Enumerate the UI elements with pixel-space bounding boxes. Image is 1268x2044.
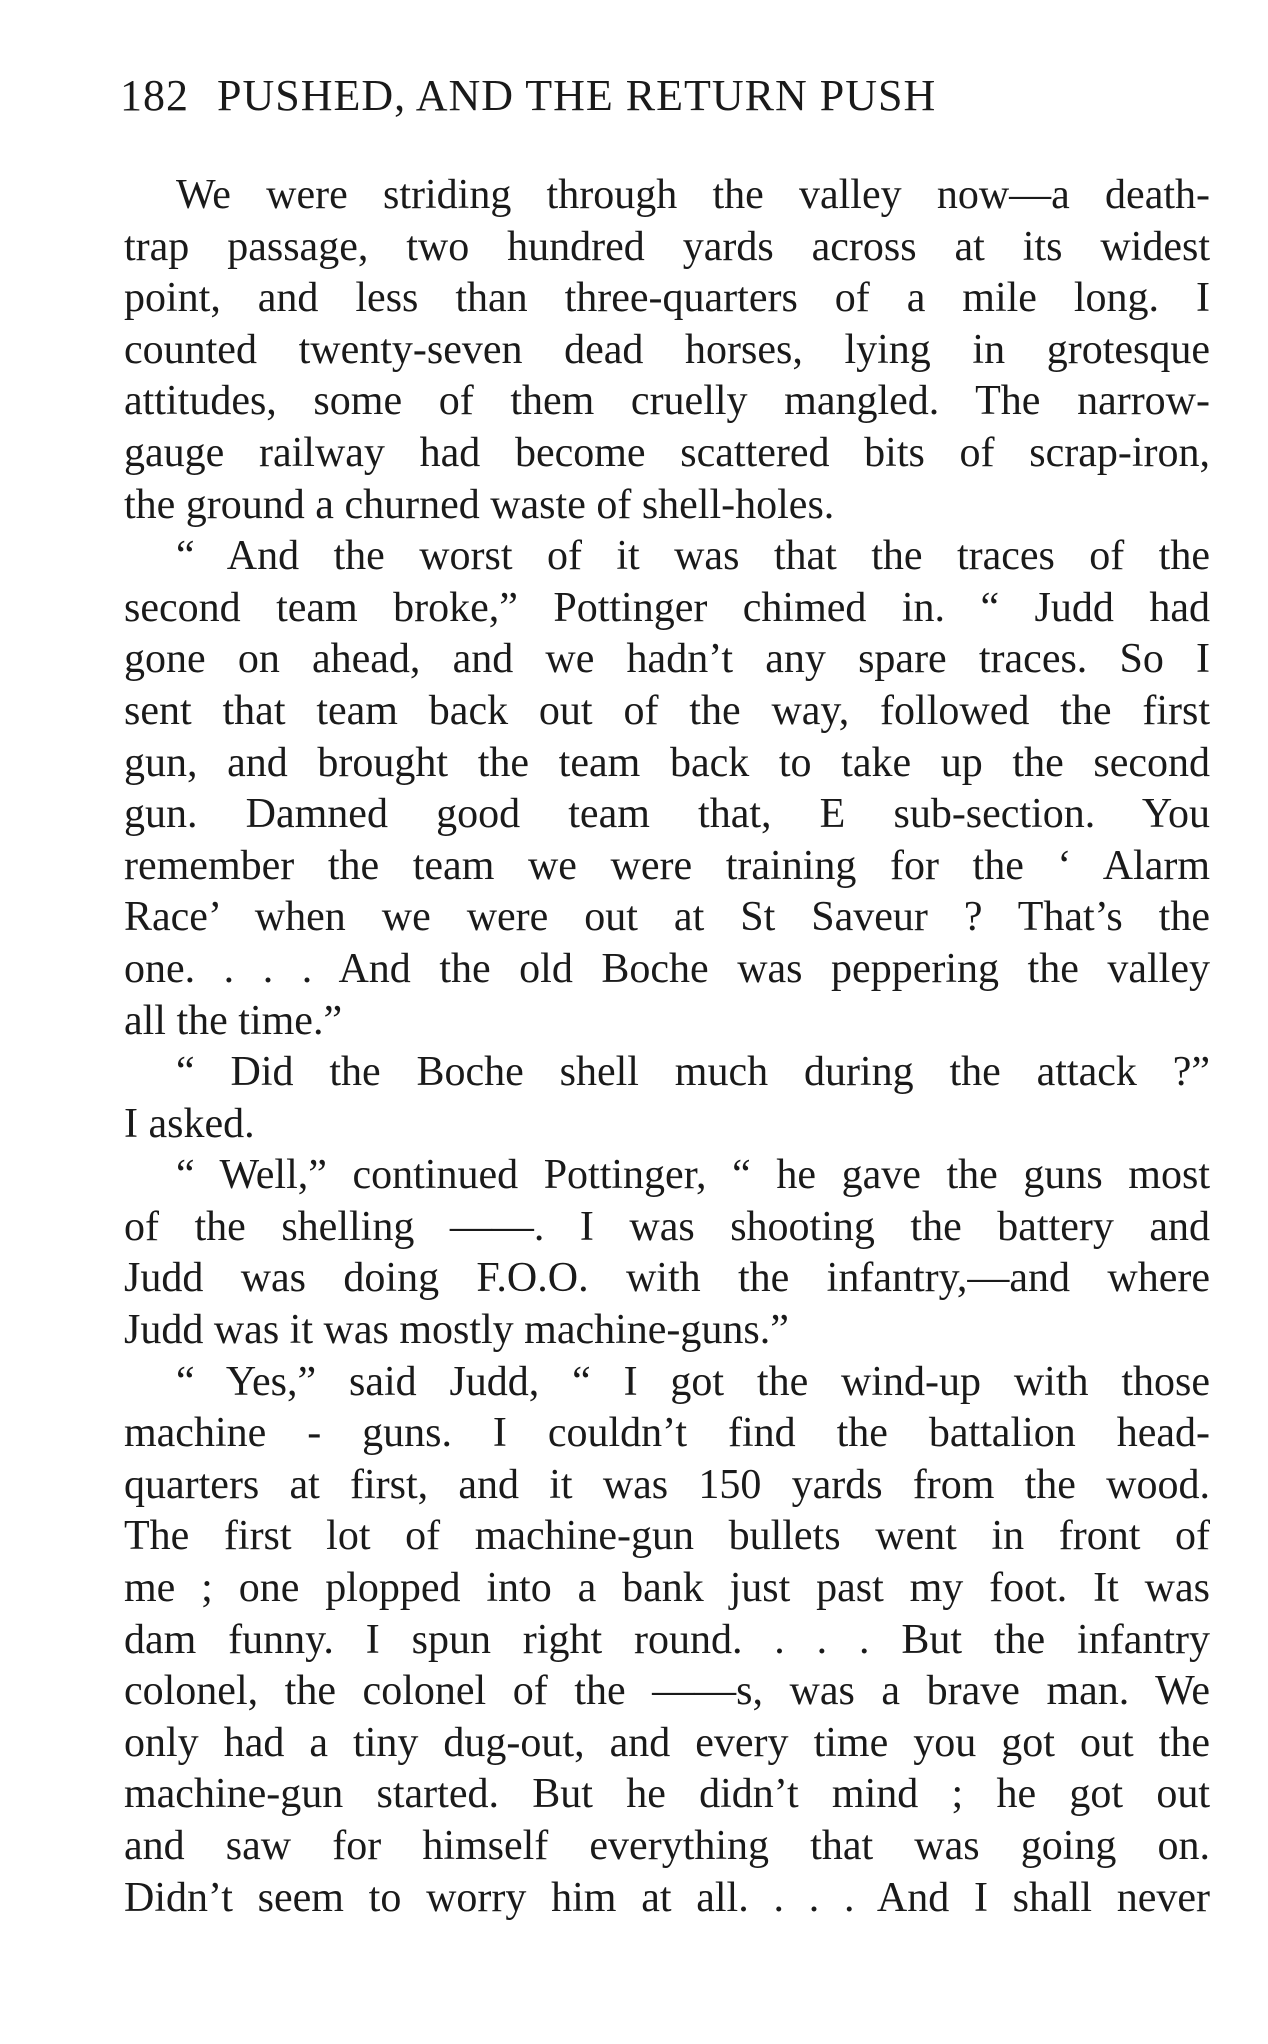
text-line: Judd was doing F.O.O. with the infantry,—and where <box>124 1255 1210 1302</box>
text-line: sent that team back out of the way, followed the first <box>124 687 1210 734</box>
text-line: all the time.” <box>124 997 343 1044</box>
paragraph <box>124 531 1210 1047</box>
text-line: Didn’t seem to worry him at all. . . . And I shall never <box>124 1874 1210 1921</box>
text-line: dam funny. I spun right round. . . . But the infantry <box>124 1616 1210 1663</box>
paragraph <box>124 1150 1210 1356</box>
text-line: gun. Damned good team that, E sub-section. You <box>124 791 1210 838</box>
text-line: only had a tiny dug-out, and every time you got out the <box>124 1719 1210 1766</box>
page-number: 182 <box>120 71 189 120</box>
text-line: quarters at first, and it was 150 yards from the wood. <box>124 1461 1210 1508</box>
text-line: and saw for himself everything that was going on. <box>124 1823 1210 1869</box>
text-line: The first lot of machine-gun bullets went in front of <box>124 1513 1210 1560</box>
text-line: gun, and brought the team back to take up the second <box>124 739 1210 786</box>
text-line: colonel, the colonel of the ——s, was a brave man. We <box>124 1668 1210 1715</box>
text-line: We were striding through the valley now—a death- <box>176 172 1210 218</box>
text-line: point, and less than three-quarters of a mile long. I <box>124 275 1210 322</box>
paragraph <box>124 1047 1210 1150</box>
text-line: attitudes, some of them cruelly mangled. The narrow- <box>124 378 1210 425</box>
running-head <box>120 70 1120 122</box>
text-line: me ; one plopped into a bank just past my foot. It was <box>124 1565 1210 1612</box>
text-line: trap passage, two hundred yards across at its widest <box>124 223 1210 270</box>
text-line: gone on ahead, and we hadn’t any spare traces. So I <box>124 636 1210 683</box>
text-line: Race’ when we were out at St Saveur ? That’s the <box>124 894 1210 941</box>
text-line: of the shelling ——. I was shooting the battery and <box>124 1203 1210 1250</box>
running-title: PUSHED, AND THE RETURN PUSH <box>217 71 937 120</box>
paragraph <box>124 1357 1210 1925</box>
text-line: the ground a churned waste of shell-holes. <box>124 481 835 528</box>
text-line: I asked. <box>124 1100 255 1147</box>
text-line: “ And the worst of it was that the traces of the <box>176 533 1210 580</box>
text-line: remember the team we were training for the ‘ Alarm <box>124 842 1210 889</box>
text-line: “ Yes,” said Judd, “ I got the wind-up with those <box>176 1358 1210 1405</box>
text-line: gauge railway had become scattered bits of scrap-iron, <box>124 429 1210 476</box>
paragraph <box>124 170 1210 531</box>
body-text <box>124 170 1210 1924</box>
text-line: second team broke,” Pottinger chimed in. “ Judd had <box>124 584 1210 631</box>
text-line: “ Did the Boche shell much during the attack ?” <box>176 1049 1210 1096</box>
text-line: machine-gun started. But he didn’t mind ; he got out <box>124 1771 1210 1818</box>
text-line: Judd was it was mostly machine-guns.” <box>124 1307 789 1354</box>
text-line: “ Well,” continued Pottinger, “ he gave the guns most <box>176 1152 1210 1199</box>
text-line: counted twenty-seven dead horses, lying in grotesque <box>124 326 1210 373</box>
text-line: machine - guns. I couldn’t find the battalion head- <box>124 1410 1210 1457</box>
text-line: one. . . . And the old Boche was peppering the valley <box>124 945 1210 992</box>
